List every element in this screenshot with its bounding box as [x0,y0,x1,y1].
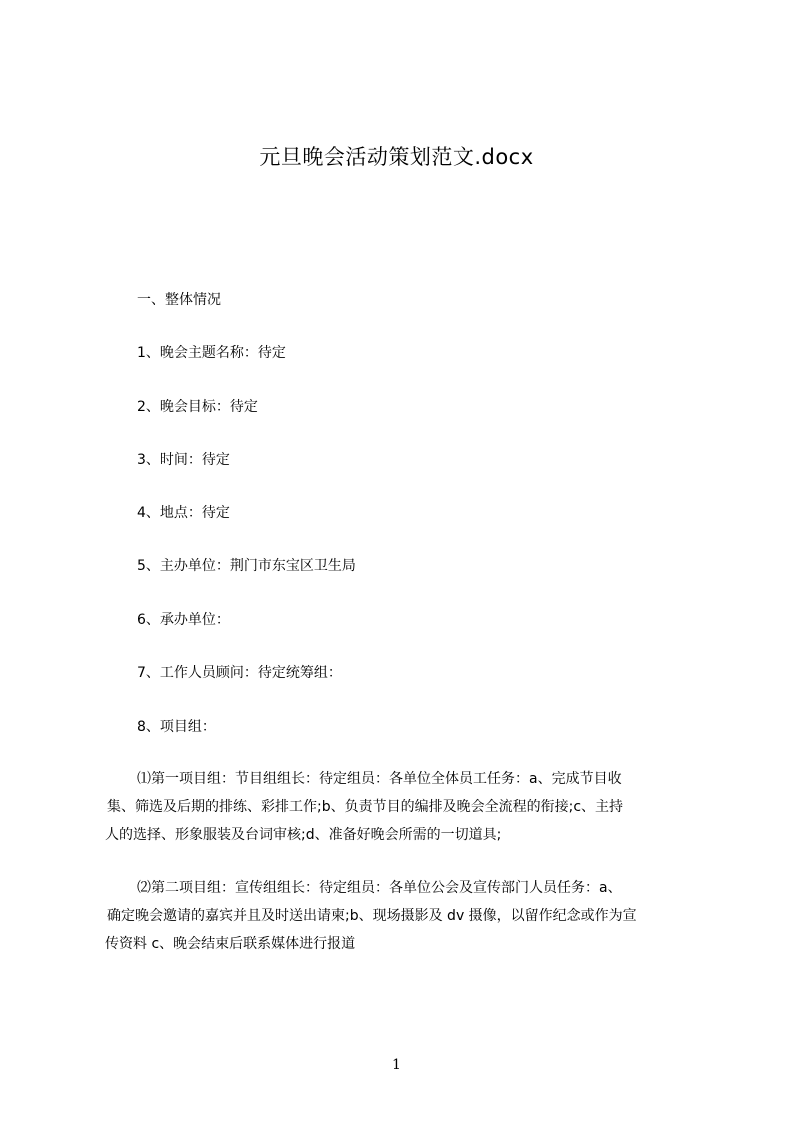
section-heading: 一、整体情况 [137,292,221,308]
paragraph-program-group [105,765,697,849]
list-item: 5、主办单位：荆门市东宝区卫生局 [137,558,356,574]
paragraph-line: ⑴第一项目组：节目组组长：待定组员：各单位全体员工任务：a、完成节目收 [137,771,622,787]
list-item: 4、地点：待定 [137,505,230,521]
list-item: 3、时间：待定 [137,452,230,468]
paragraph-line: 确定晚会邀请的嘉宾并且及时送出请柬;b、现场摄影及 dv 摄像，以留作纪念或作为宣 [107,908,637,924]
page-number: 1 [392,1057,401,1073]
list-item: 2、晚会目标：待定 [137,399,258,415]
paragraph-line: 传资料 c、晚会结束后联系媒体进行报道 [105,936,356,952]
document-title: 元旦晚会活动策划范文.docx [259,145,534,169]
paragraph-line: 人的选择、形象服装及台词审核;d、准备好晚会所需的一切道具; [105,827,502,843]
list-item: 8、项目组： [137,719,216,735]
paragraph-line: ⑵第二项目组：宣传组组长：待定组员：各单位公会及宣传部门人员任务：a、 [137,880,622,896]
list-item: 6、承办单位： [137,612,230,628]
list-item: 1、晚会主题名称：待定 [137,345,286,361]
paragraph-publicity-group [105,874,697,958]
list-item: 7、工作人员顾问：待定统筹组： [137,665,342,681]
paragraph-line: 集、筛选及后期的排练、彩排工作;b、负责节目的编排及晚会全流程的衔接;c、主持 [107,799,624,815]
